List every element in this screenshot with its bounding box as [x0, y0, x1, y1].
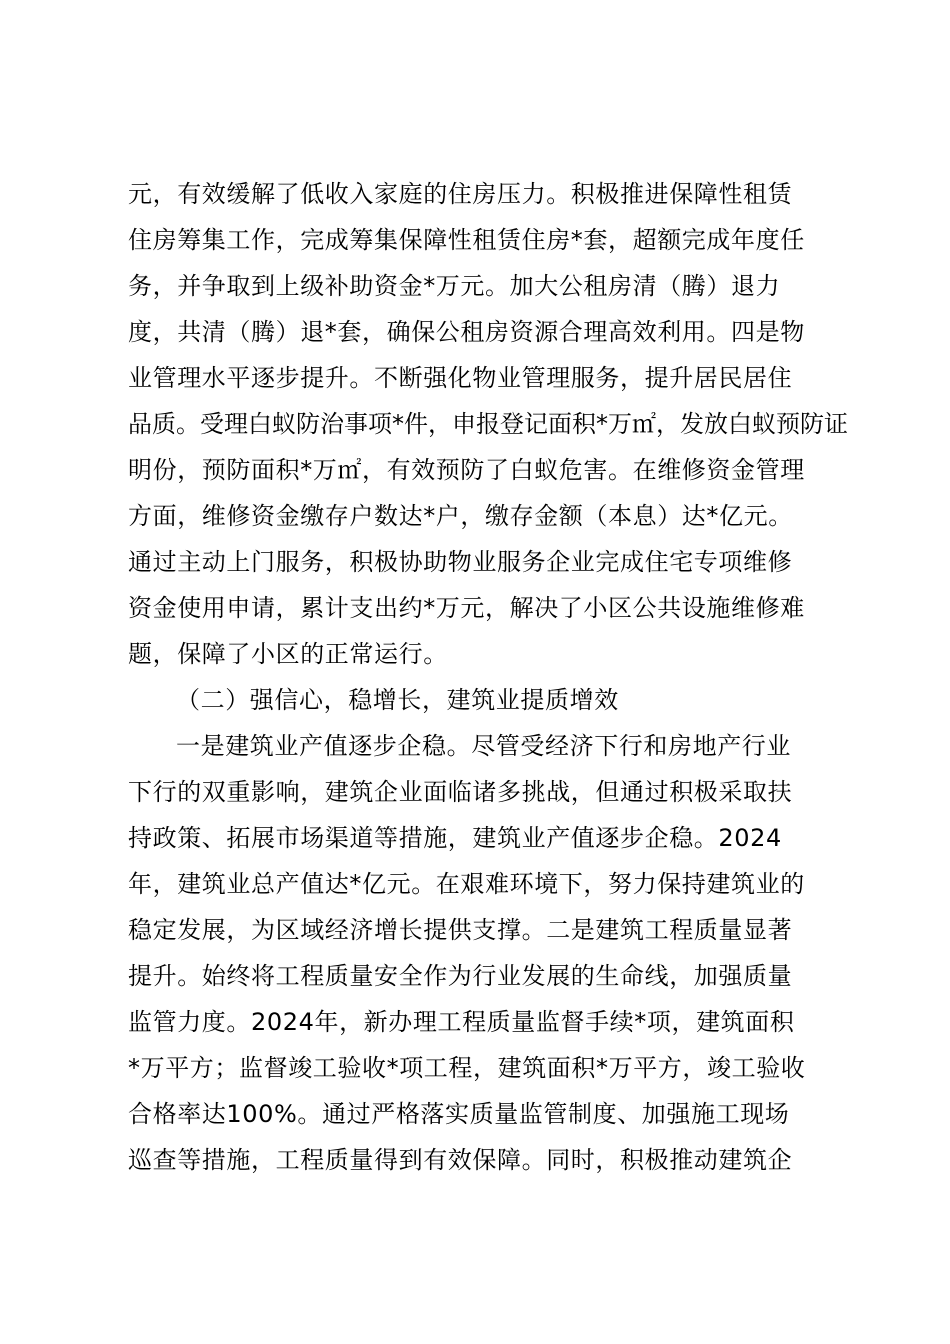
section-heading: （二）强信心，稳增长，建筑业提质增效 [176, 686, 619, 714]
text-line-17: 稳定发展，为区域经济增长提供支撑。二是建筑工程质量显著 [128, 916, 793, 944]
text-line-7: 明份，预防面积*万㎡，有效预防了白蚁危害。在维修资金管理 [128, 456, 805, 484]
text-line-22: 巡查等措施，工程质量得到有效保障。同时，积极推动建筑企 [128, 1146, 793, 1174]
text-line-9: 通过主动上门服务，积极协助物业服务企业完成住宅专项维修 [128, 548, 793, 576]
text-line-11: 题，保障了小区的正常运行。 [128, 640, 448, 668]
text-line-16: 年，建筑业总产值达*亿元。在艰难环境下，努力保持建筑业的 [128, 870, 805, 898]
text-line-6: 品质。受理白蚁防治事项*件，申报登记面积*万㎡，发放白蚁预防证 [128, 410, 848, 438]
text-line-13: 一是建筑业产值逐步企稳。尽管受经济下行和房地产行业 [176, 732, 791, 760]
text-line-1: 元，有效缓解了低收入家庭的住房压力。积极推进保障性租赁 [128, 180, 793, 208]
text-line-2: 住房筹集工作，完成筹集保障性租赁住房*套，超额完成年度任 [128, 226, 805, 254]
text-line-4: 度，共清（腾）退*套，确保公租房资源合理高效利用。四是物 [128, 318, 805, 346]
text-line-3: 务，并争取到上级补助资金*万元。加大公租房清（腾）退力 [128, 272, 781, 300]
text-line-20: *万平方；监督竣工验收*项工程，建筑面积*万平方，竣工验收 [128, 1054, 806, 1082]
text-line-14: 下行的双重影响，建筑企业面临诸多挑战，但通过积极采取扶 [128, 778, 793, 806]
text-line-5: 业管理水平逐步提升。不断强化物业管理服务，提升居民居住 [128, 364, 793, 392]
text-line-15: 持政策、拓展市场渠道等措施，建筑业产值逐步企稳。2024 [128, 824, 782, 852]
text-line-18: 提升。始终将工程质量安全作为行业发展的生命线，加强质量 [128, 962, 793, 990]
text-line-21: 合格率达100%。通过严格落实质量监管制度、加强施工现场 [128, 1100, 790, 1128]
text-line-8: 方面，维修资金缴存户数达*户，缴存金额（本息）达*亿元。 [128, 502, 793, 530]
text-line-10: 资金使用申请，累计支出约*万元，解决了小区公共设施维修难 [128, 594, 805, 622]
text-line-19: 监管力度。2024年，新办理工程质量监督手续*项，建筑面积 [128, 1008, 795, 1036]
